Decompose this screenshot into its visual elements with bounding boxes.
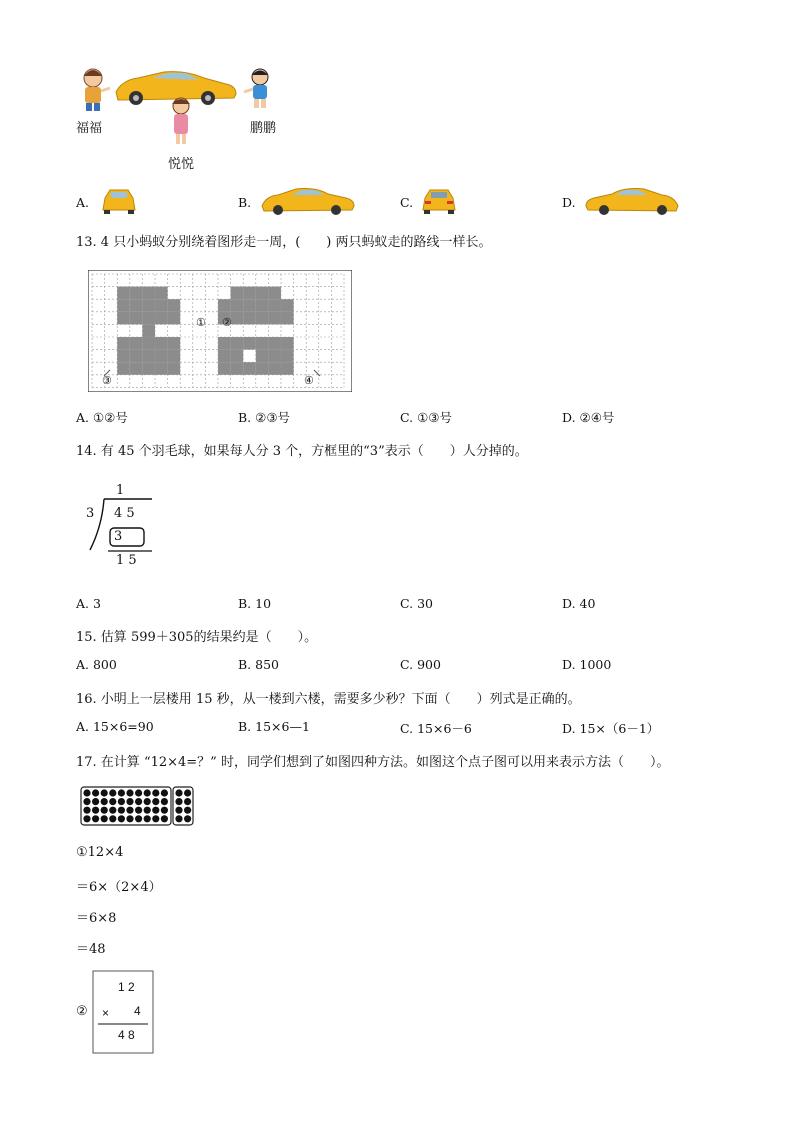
- q16-text: 16. 小明上一层楼用 15 秒，从一楼到六楼，需要多少秒？下面（ ）列式是正确的。: [76, 692, 581, 707]
- shaded-cell: [155, 350, 168, 363]
- q15-option-b: B. 850: [238, 657, 279, 672]
- dot: [161, 798, 168, 805]
- boy-fufu-figure: [84, 69, 110, 111]
- dot: [92, 807, 99, 814]
- dot: [118, 789, 125, 796]
- dot: [92, 815, 99, 822]
- dot: [101, 815, 108, 822]
- q12-option-a-label: A.: [76, 195, 90, 210]
- shaded-cell: [168, 337, 181, 350]
- shaded-cell: [231, 299, 244, 312]
- shaded-cell: [243, 299, 256, 312]
- shaded-cell: [231, 312, 244, 325]
- shaded-cell: [231, 337, 244, 350]
- shaded-cell: [268, 287, 281, 300]
- dot: [118, 807, 125, 814]
- shaded-cell: [142, 312, 155, 325]
- q13-grid-figure: [88, 270, 352, 392]
- shaded-cell: [281, 299, 294, 312]
- shaded-cell: [130, 312, 143, 325]
- dot: [161, 815, 168, 822]
- q12-option-c-car-back: [420, 186, 458, 216]
- shaded-cell: [142, 337, 155, 350]
- shaded-cell: [142, 287, 155, 300]
- shaded-cell: [142, 324, 155, 337]
- q13-option-c: C. ①③号: [400, 410, 452, 425]
- shaded-cell: [142, 299, 155, 312]
- shaded-cell: [218, 350, 231, 363]
- dot: [152, 815, 159, 822]
- dot: [152, 807, 159, 814]
- q12-option-c-label: C.: [400, 195, 414, 210]
- shaded-cell: [130, 350, 143, 363]
- q14-text: 14. 有 45 个羽毛球，如果每人分 3 个，方框里的“3”表示（ ）人分掉的。: [76, 444, 528, 459]
- shaded-cell: [268, 337, 281, 350]
- dot: [184, 789, 191, 796]
- shaded-cell: [155, 312, 168, 325]
- dot: [184, 807, 191, 814]
- dot: [161, 807, 168, 814]
- q16-option-a: A. 15×6=90: [76, 719, 154, 734]
- dot: [101, 807, 108, 814]
- shaded-cell: [243, 312, 256, 325]
- q12-option-d-car-side: [584, 184, 680, 218]
- dot: [175, 798, 182, 805]
- q15-option-c: C. 900: [400, 657, 441, 672]
- dot: [135, 815, 142, 822]
- dot: [144, 815, 151, 822]
- shaded-cell: [130, 337, 143, 350]
- dot: [126, 807, 133, 814]
- shaded-cell: [117, 337, 130, 350]
- shaded-cell: [155, 362, 168, 375]
- q12-option-b-car-side: [260, 184, 356, 218]
- dot: [126, 798, 133, 805]
- shaded-cell: [155, 337, 168, 350]
- dot-array-figure: [80, 786, 194, 826]
- q16-option-b: B. 15×6—1: [238, 719, 310, 734]
- shaded-cell: [231, 362, 244, 375]
- shaded-cell: [168, 350, 181, 363]
- girl-yueyue-figure: [172, 98, 190, 144]
- shaded-cell: [268, 350, 281, 363]
- q15-option-d: D. 1000: [562, 657, 612, 672]
- division-quotient: 1: [116, 483, 125, 498]
- shaded-cell: [268, 299, 281, 312]
- q14-option-c: C. 30: [400, 596, 433, 611]
- q13-option-d: D. ②④号: [562, 410, 615, 425]
- dot: [101, 798, 108, 805]
- q14-option-b: B. 10: [238, 596, 272, 611]
- dot: [175, 807, 182, 814]
- shaded-cell: [155, 299, 168, 312]
- dot: [118, 815, 125, 822]
- ant-marker-3: ③: [102, 374, 112, 387]
- q14-option-a: A. 3: [76, 596, 101, 611]
- division-boxed-number: 3: [114, 529, 123, 544]
- shaded-cell: [243, 362, 256, 375]
- shaded-cell: [243, 287, 256, 300]
- method2-times-sign: ×: [102, 1006, 110, 1020]
- shaded-cell: [268, 312, 281, 325]
- method2-vertical-multiplication: [92, 970, 154, 1054]
- name-pengpeng: 鹏鹏: [250, 121, 277, 136]
- shaded-cell: [268, 362, 281, 375]
- shaded-cell: [231, 287, 244, 300]
- shaded-cell: [281, 312, 294, 325]
- dot: [101, 789, 108, 796]
- division-dividend: 4 5: [114, 506, 135, 521]
- dot: [109, 798, 116, 805]
- shaded-cell: [243, 337, 256, 350]
- shaded-cell: [218, 337, 231, 350]
- ant-marker-4: ④: [304, 374, 314, 387]
- shaded-cell: [256, 350, 269, 363]
- shaded-cell: [281, 350, 294, 363]
- q14-option-d: D. 40: [562, 596, 596, 611]
- dot: [152, 798, 159, 805]
- method2-multiplier: 4: [134, 1004, 141, 1018]
- shaded-cell: [142, 350, 155, 363]
- shaded-cell: [256, 362, 269, 375]
- q16-option-c: C. 15×6－6: [400, 721, 472, 736]
- shaded-cell: [130, 287, 143, 300]
- shaded-cell: [231, 350, 244, 363]
- shaded-cell: [281, 362, 294, 375]
- dot: [92, 789, 99, 796]
- ant-marker-1: ①: [196, 316, 206, 329]
- method1-line2: ＝6×（2×4）: [76, 880, 162, 895]
- q16-option-d: D. 15×（6－1）: [562, 721, 660, 736]
- dot: [175, 815, 182, 822]
- shaded-cell: [117, 287, 130, 300]
- dot: [144, 789, 151, 796]
- shaded-cell: [130, 362, 143, 375]
- dot: [144, 807, 151, 814]
- method1-line4: ＝48: [76, 942, 106, 957]
- q12-option-b-label: B.: [238, 195, 252, 210]
- shaded-cell: [218, 299, 231, 312]
- shaded-cell: [117, 299, 130, 312]
- ant-marker-2: ②: [222, 316, 232, 329]
- dot: [83, 807, 90, 814]
- dot: [184, 815, 191, 822]
- shaded-cell: [168, 362, 181, 375]
- q12-option-d-label: D.: [562, 195, 576, 210]
- method2-top-number: 1 2: [118, 980, 135, 994]
- dot: [83, 798, 90, 805]
- method1-line1: ①12×4: [76, 845, 124, 860]
- dot: [126, 815, 133, 822]
- dot: [109, 807, 116, 814]
- q12-option-a-car-front: [100, 186, 138, 216]
- shaded-cell: [117, 350, 130, 363]
- dot: [175, 789, 182, 796]
- dot: [109, 815, 116, 822]
- division-divisor: 3: [86, 506, 95, 521]
- dot: [184, 798, 191, 805]
- dot: [126, 789, 133, 796]
- dot: [135, 789, 142, 796]
- shaded-cell: [155, 287, 168, 300]
- division-remainder: 1 5: [116, 553, 137, 568]
- shaded-cell: [218, 362, 231, 375]
- dot: [144, 798, 151, 805]
- shaded-cell: [168, 299, 181, 312]
- q17-text: 17. 在计算 “12×4=？” 时，同学们想到了如图四种方法。如图这个点子图可以用来表示方法（ ）。: [76, 755, 670, 770]
- dot: [118, 798, 125, 805]
- name-fufu: 福福: [76, 121, 103, 136]
- dot: [92, 798, 99, 805]
- method2-result: 4 8: [118, 1028, 135, 1042]
- shaded-cell: [256, 337, 269, 350]
- method2-marker: ②: [76, 1004, 88, 1019]
- q15-option-a: A. 800: [76, 657, 117, 672]
- boy-pengpeng-figure: [244, 69, 268, 108]
- dot: [83, 815, 90, 822]
- shaded-cell: [281, 337, 294, 350]
- dot: [152, 789, 159, 796]
- shaded-cell: [256, 287, 269, 300]
- shaded-cell: [256, 299, 269, 312]
- shaded-cell: [256, 312, 269, 325]
- q15-text: 15. 估算 599＋305的结果约是（ ）。: [76, 630, 318, 645]
- shaded-cell: [117, 362, 130, 375]
- long-division-figure: [84, 483, 164, 572]
- q13-text: 13. 4 只小蚂蚁分别绕着图形走一周，( ) 两只蚂蚁走的路线一样长。: [76, 235, 492, 250]
- shaded-cell: [142, 362, 155, 375]
- name-yueyue: 悦悦: [168, 157, 195, 172]
- q13-option-b: B. ②③号: [238, 410, 291, 425]
- q13-option-a: A. ①②号: [76, 410, 128, 425]
- dot: [135, 798, 142, 805]
- shaded-cell: [168, 312, 181, 325]
- shaded-cell: [117, 312, 130, 325]
- dot: [135, 807, 142, 814]
- dot: [83, 789, 90, 796]
- shaded-cell: [130, 299, 143, 312]
- method1-line3: ＝6×8: [76, 911, 117, 926]
- dot: [161, 789, 168, 796]
- dot: [109, 789, 116, 796]
